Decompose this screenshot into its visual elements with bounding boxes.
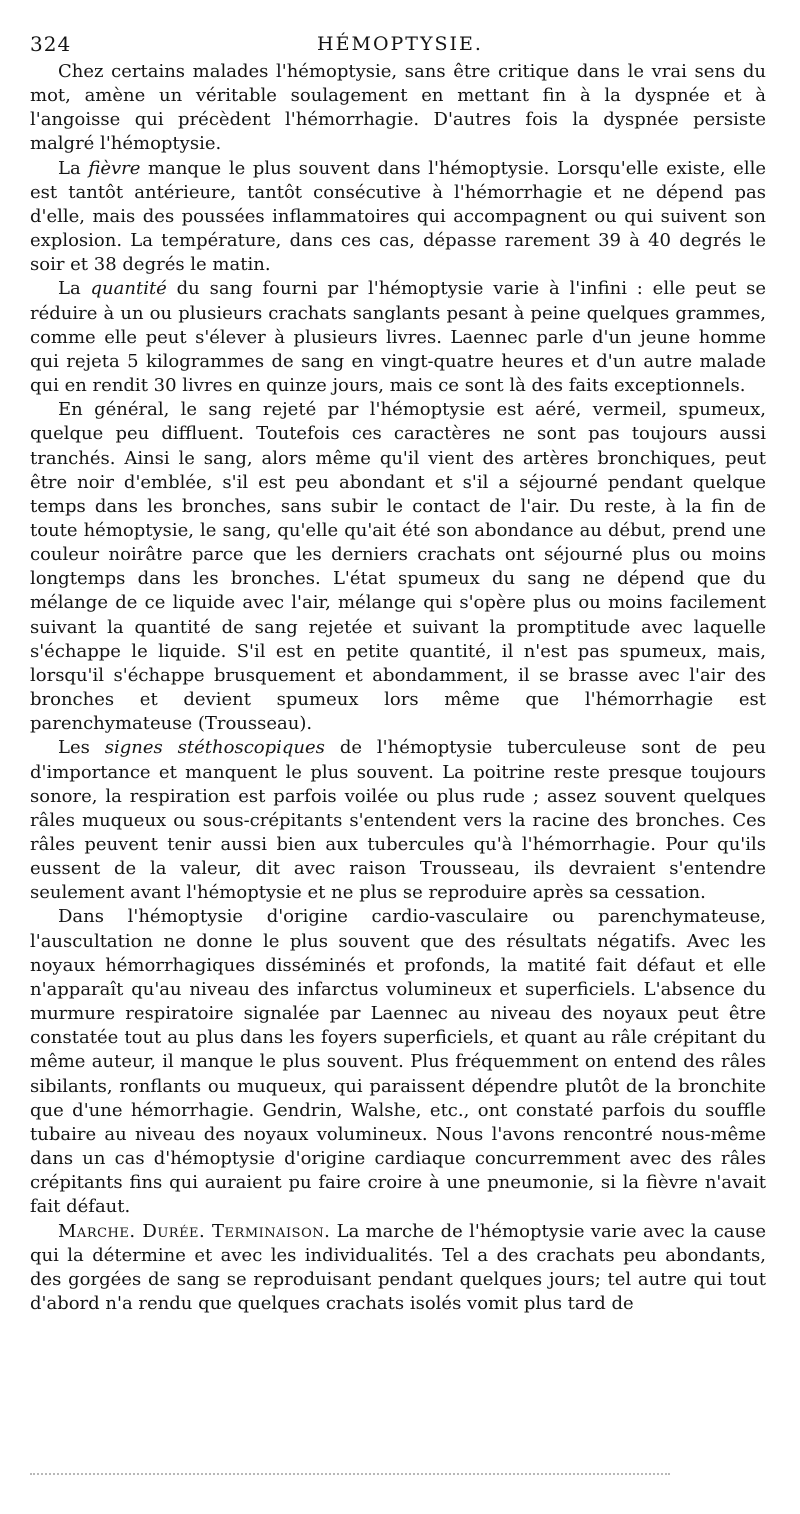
paragraph-text: La marche de l'hémoptysie varie avec la cause qui la détermine et avec les individualités. Tel a des crachats peu abondants, des gorgées de sang se reproduisant pendant quelques jours; tel autre qui tout d'abord n'a rendu que quelques crachats isolés vomit plus tard de (30, 1220, 766, 1314)
paragraph-text: Les (58, 737, 105, 759)
paragraph-quantity (30, 277, 766, 398)
paragraph-fever (30, 157, 766, 278)
paragraph-course (30, 1220, 766, 1317)
page-number: 324 (30, 32, 72, 56)
italic-term-quantity: quantité (90, 278, 167, 300)
paragraph-stethoscopic-signs (30, 736, 766, 905)
running-title: HÉMOPTYSIE. (317, 33, 483, 55)
paragraph-text: La (58, 278, 91, 300)
paragraph-critical-relief: Chez certains malades l'hémoptysie, sans être critique dans le vrai sens du mot, amène un véritable soulagement en mettant fin à la dyspnée et à l'angoisse qui précèdent l'hémorrhagie. D'autres fois la dyspnée persiste malgré l'hémoptysie. (30, 61, 766, 155)
section-heading-course: Marche. Durée. Terminaison. (58, 1220, 331, 1242)
body-text (30, 60, 766, 1316)
paragraph-text: manque le plus souvent dans l'hémoptysie. Lorsqu'elle existe, elle est tantôt antérieure, tantôt consécutive à l'hémorrhagie et ne dépend pas d'elle, mais des poussées inflammatoires qui accompagnent ou qui suivent son explosion. La température, dans ces cas, dépasse rarement 39 à 40 degrés le soir et 38 degrés le matin. (30, 157, 766, 276)
italic-term-fever: fièvre (88, 157, 141, 179)
italic-term-stethoscopic-signs: signes stéthoscopiques (104, 737, 325, 759)
paragraph-text: du sang fourni par l'hémoptysie varie à l'infini : elle peut se réduire à un ou plusieurs crachats sanglants pesant à peine quelques grammes, comme elle peut s'élever à plusieurs livres. Laennec parle d'un jeune homme qui rejeta 5 kilogrammes de sang en vingt-quatre heures et d'un autre malade qui en rendit 30 livres en quinze jours, mais ce sont là des faits exceptionnels. (30, 278, 767, 397)
paragraph-text: La (58, 157, 89, 179)
paragraph-auscultation: Dans l'hémoptysie d'origine cardio-vasculaire ou parenchymateuse, l'auscultation ne donne le plus souvent que des résultats négatifs. Avec les noyaux hémorrhagiques disséminés et profonds, la matité fait défaut et elle n'apparaît qu'au niveau des infarctus volumineux et superficiels. L'absence du murmure respiratoire signalée par Laennec au niveau des noyaux peut être constatée tout au plus dans les foyers superficiels, et quant au râle crépitant du même auteur, il manque le plus souvent. Plus fréquemment on entend des râles sibilants, ronflants ou muqueux, qui paraissent dépendre plutôt de la bronchite que d'une hémorrhagie. Gendrin, Walshe, etc., ont constaté parfois du souffle tubaire au niveau des noyaux volumineux. Nous l'avons rencontré nous-même dans un cas d'hémoptysie d'origine cardiaque concurremment avec des râles crépitants fins qui auraient pu faire croire à une pneumonie, si la fièvre n'avait fait défaut. (30, 906, 766, 1218)
page-header (30, 32, 770, 58)
paragraph-text: de l'hémoptysie tuberculeuse sont de peu d'importance et manquent le plus souvent. La poitrine reste presque toujours sonore, la respiration est parfois voilée ou plus rude ; assez souvent quelques râles muqueux ou sous-crépitants s'entendent vers la racine des bronches. Ces râles peuvent tenir aussi bien aux tubercules qu'à l'hémorrhagie. Pour qu'ils eussent de la valeur, dit avec raison Trousseau, ils devraient s'entendre seulement avant l'hémoptysie et ne plus se reproduire après sa cessation. (30, 737, 766, 904)
paragraph-blood-character: En général, le sang rejeté par l'hémoptysie est aéré, vermeil, spumeux, quelque peu diffluent. Toutefois ces caractères ne sont pas toujours aussi tranchés. Ainsi le sang, alors même qu'il vient des artères bronchiques, peut être noir d'emblée, s'il est peu abondant et s'il a séjourné pendant quelque temps dans les bronches, sans subir le contact de l'air. Du reste, à la fin de toute hémoptysie, le sang, qu'elle qu'ait été son abondance au début, prend une couleur noirâtre parce que les derniers crachats ont séjourné plus ou moins longtemps dans les bronches. L'état spumeux du sang ne dépend que du mélange de ce liquide avec l'air, mélange qui s'opère plus ou moins facilement suivant la quantité de sang rejetée et suivant la promptitude avec laquelle s'échappe le liquide. S'il est en petite quantité, il n'est pas spumeux, mais, lorsqu'il s'échappe brusquement et abondamment, il se brasse avec l'air des bronches et devient spumeux lors même que l'hémorrhagie est parenchymateuse (Trousseau). (30, 399, 766, 735)
scan-artifact-line (30, 1473, 670, 1475)
